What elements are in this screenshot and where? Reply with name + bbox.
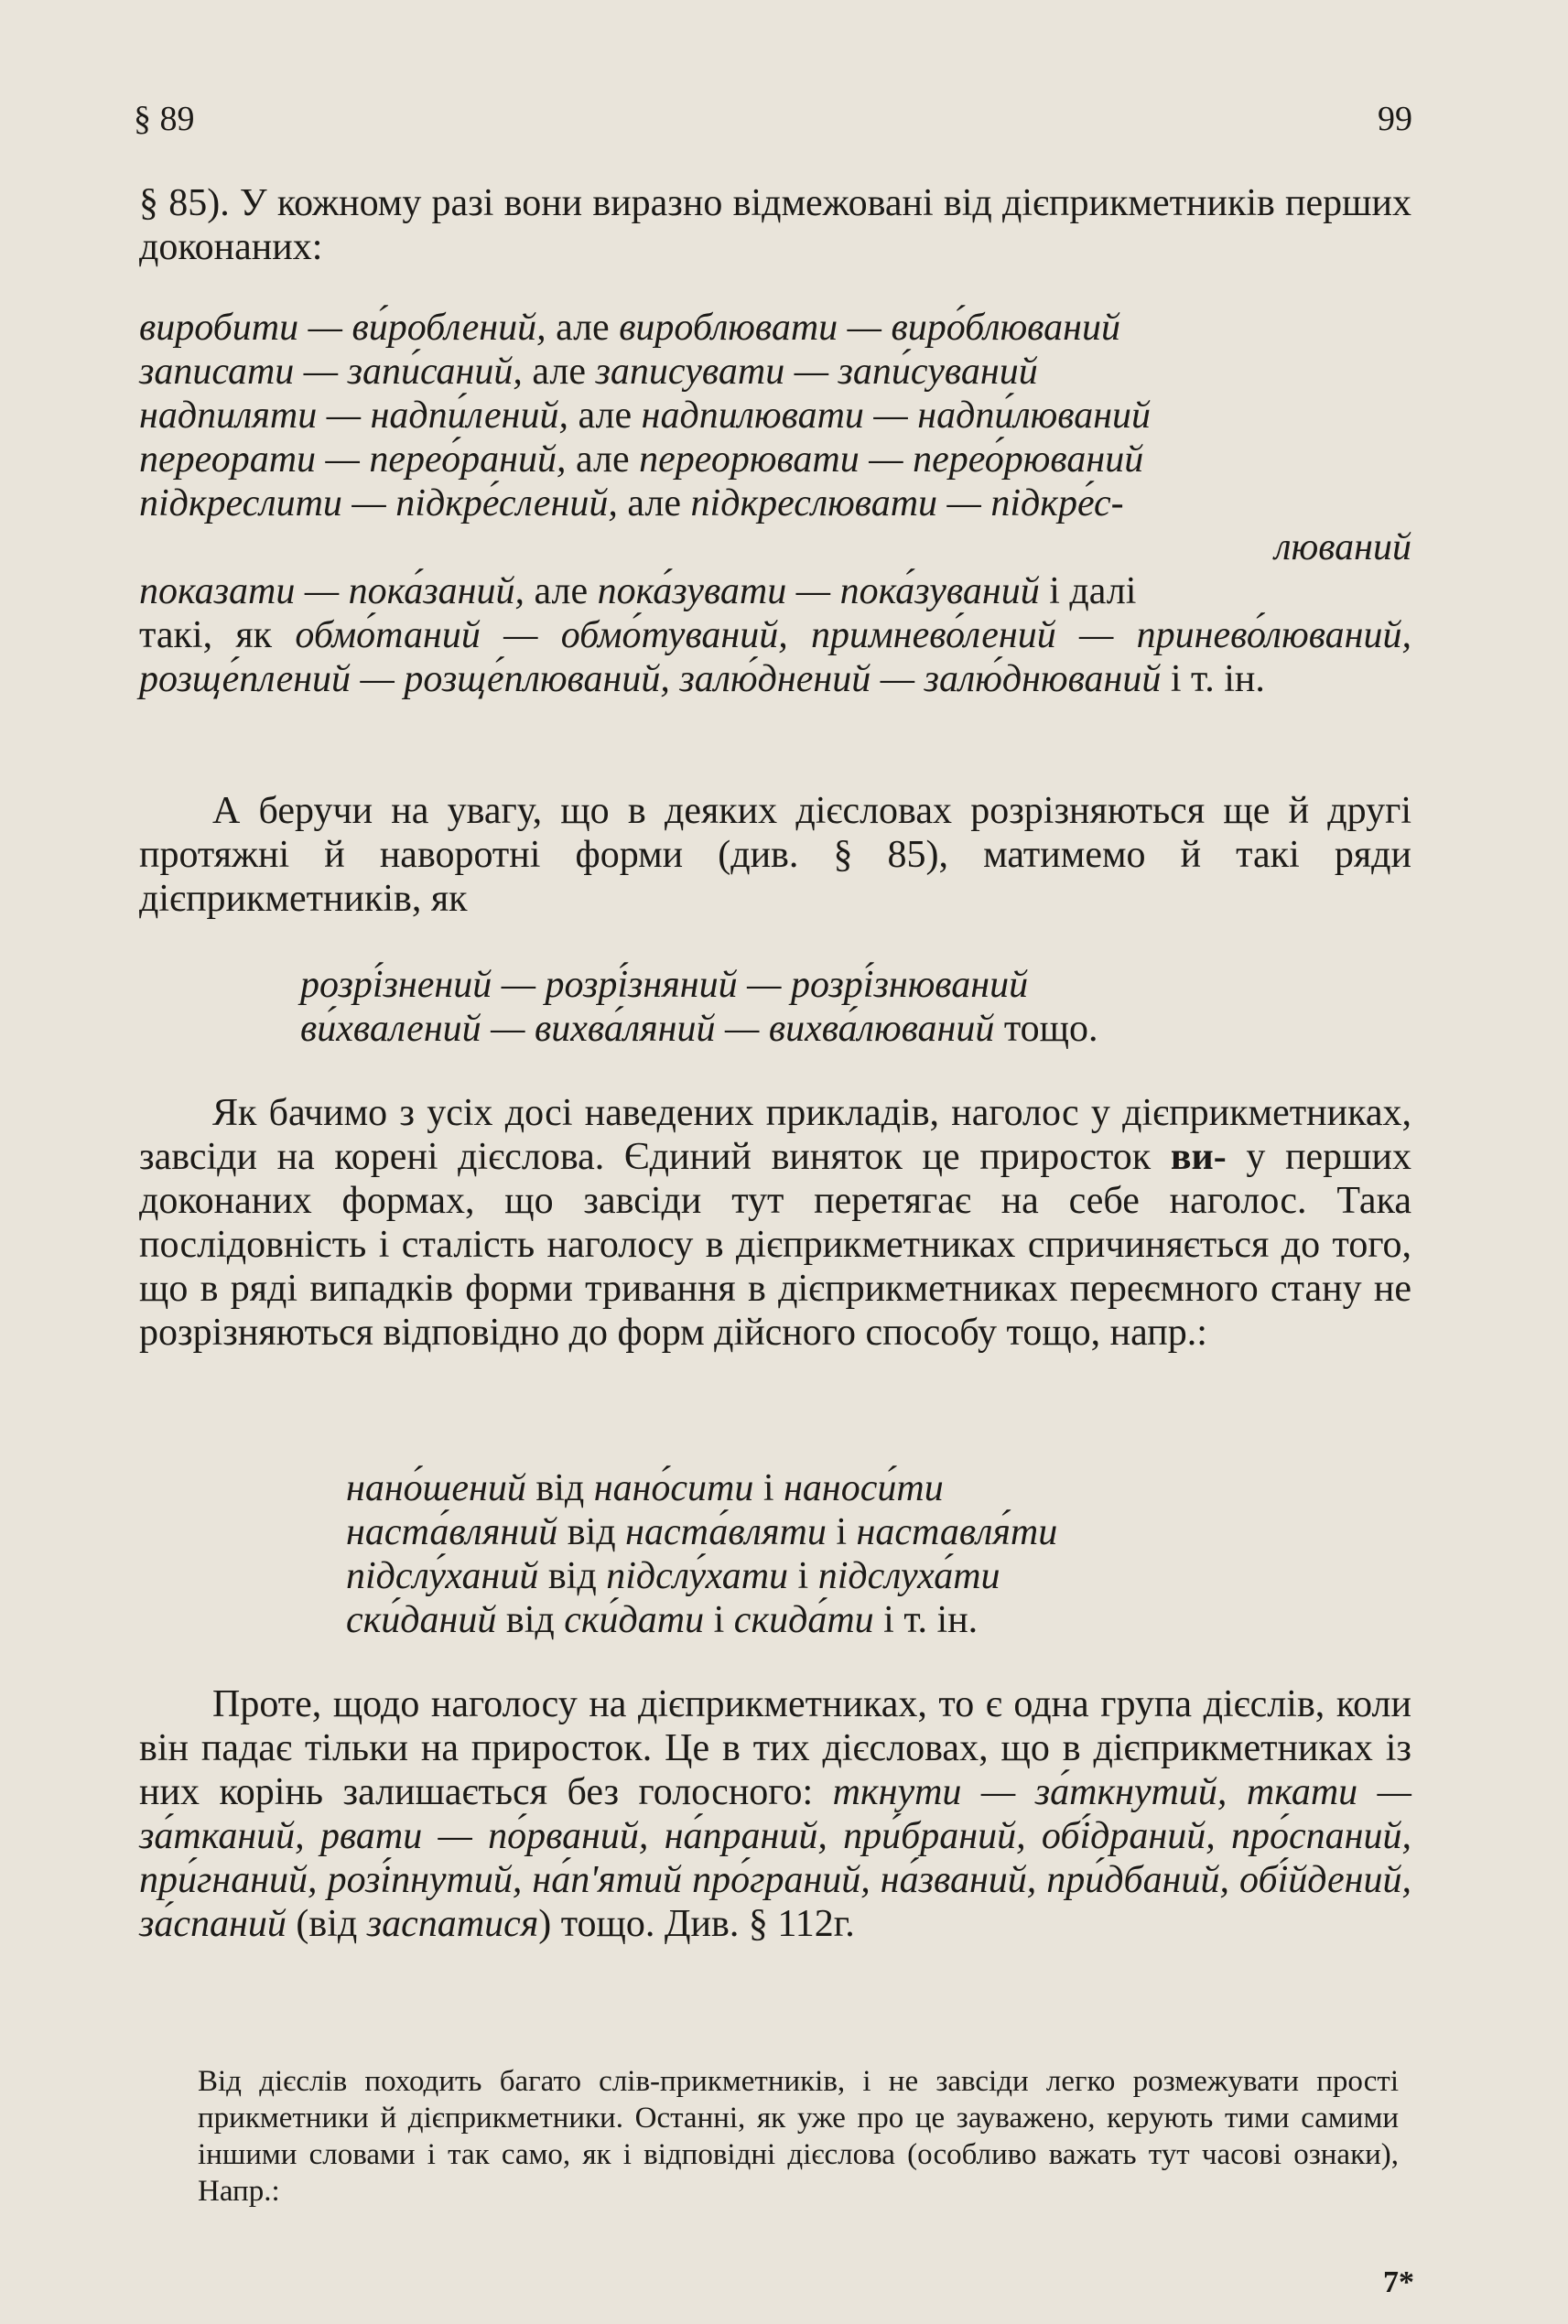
example-line: показати — пока́заний, але пока́зувати — пока́зуваний і далі xyxy=(139,570,1137,612)
example-line: підкреслити — підкре́слений, але підкреслювати — підкре́с- xyxy=(139,482,1124,524)
page-number: 99 xyxy=(1378,100,1412,138)
bold-prefix: ви- xyxy=(1170,1136,1227,1178)
example-line: підслу́ханий від підслу́хати і підслуха́ти xyxy=(346,1555,1000,1597)
paragraph-3: Як бачимо з усіх досі наведених прикладів, наголос у дієприкметниках, завсіди на корені дієслова. Єдиний виняток це приросток ви- у перших доконаних формах, що завсіди тут перетягає на себе наголос. Така послідовність і сталість наголосу в дієприкметниках спричиняється до того, що в ряді випадків форми тривання в дієприкметниках переємного стану не розрізняються відповідно до форм дійсного способу тощо, напр.: xyxy=(139,1092,1412,1354)
footnote: Від дієслів походить багато слів-прикметників, і не завсіди легко розмежувати прості прикметники й дієприкметники. Останні, як уже про це зауважено, керують тими самими іншими словами і так само, як і відповідні дієслова (особливо важать тут часові ознаки), Напр.: xyxy=(198,2065,1399,2208)
examples-1-tail: такі, як обмо́таний — обмо́туваний, примнево́лений — принево́люваний, розще́плений — розще́плюваний, залю́днений — залю́днюваний і т. ін. xyxy=(139,614,1411,700)
example-line: надпиляти — надпи́лений, але надпилювати — надпи́люваний xyxy=(139,395,1152,437)
example-line: виробити — ви́роблений, але вироблювати — виро́блюваний xyxy=(139,307,1120,349)
example-line: переорати — перео́раний, але переорювати — перео́рюваний xyxy=(139,438,1144,481)
example-line: ви́хвалений — вихва́ляний — вихва́люваний тощо. xyxy=(300,1008,1098,1050)
printer-signature: 7* xyxy=(1383,2265,1414,2299)
example-line: нано́шений від нано́сити і наноси́ти xyxy=(346,1467,944,1509)
paragraph-4: Проте, щодо наголосу на дієприкметниках, то є одна група дієслів, коли він падає тільки на приросток. Це в тих дієсловах, що в дієприкметниках із них корінь залишається без голосного: ткнути — за́ткнутий, ткати — за́тканий, рвати — по́рваний, на́праний, при́браний, обі́драний, про́спаний, при́гнаний, розі́пнутий, на́п'ятий про́граний, на́званий, при́дбаний, обі́йдений, за́спаний (від заспатися) тощо. Див. § 112г. xyxy=(139,1683,1411,1945)
example-line: розрі́знений — розрі́зняний — розрі́знюваний xyxy=(300,964,1029,1006)
example-line: ски́даний від ски́дати і скида́ти і т. ін. xyxy=(346,1599,979,1641)
paragraph-1: § 85). У кожному разі вони виразно відмежовані від дієприкметників перших доконаних: xyxy=(139,182,1411,268)
section-header: § 89 xyxy=(134,100,195,138)
example-line: наста́вляний від наста́вляти і наставля́ти xyxy=(346,1511,1058,1553)
example-line-continuation: люваний xyxy=(1274,526,1411,568)
example-line: записати — запи́саний, але записувати — запи́суваний xyxy=(139,351,1038,393)
examples-3 xyxy=(346,1466,1057,1642)
examples-1 xyxy=(139,306,1411,613)
examples-2 xyxy=(300,963,1098,1051)
paragraph-2: А беручи на увагу, що в деяких дієсловах розрізняються ще й другі протяжні й наворотні форми (див. § 85), матимемо й такі ряди дієприкметників, як xyxy=(139,790,1411,920)
